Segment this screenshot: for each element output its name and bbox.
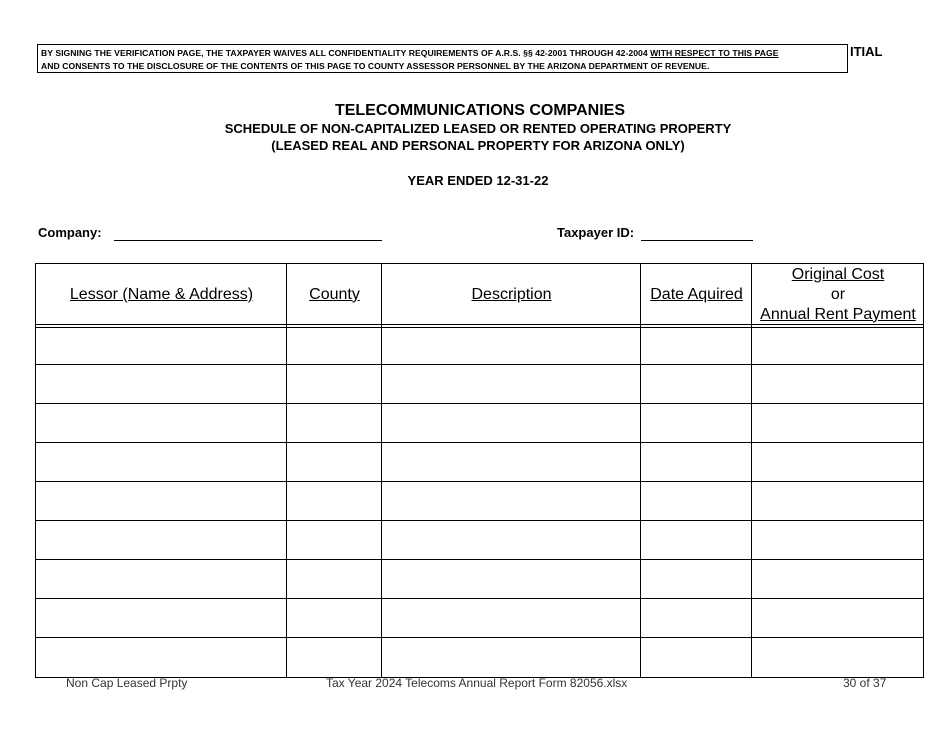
header-county-text: County	[309, 285, 360, 303]
notice-line-2: AND CONSENTS TO THE DISCLOSURE OF THE CONTENTS OF THIS PAGE TO COUNTY ASSESSOR PERSONNEL BY THE ARIZONA DEPARTMENT OF REVENUE.	[41, 60, 710, 71]
header-lessor	[36, 264, 287, 325]
taxpayer-id-field[interactable]	[641, 240, 753, 241]
lease-schedule-table	[35, 263, 924, 678]
header-description	[382, 264, 641, 325]
header-description-text: Description	[471, 285, 552, 303]
header-divider	[36, 324, 923, 325]
column-divider	[640, 264, 641, 677]
row-divider	[36, 637, 923, 638]
confidentiality-notice	[37, 44, 848, 73]
column-divider	[286, 264, 287, 677]
header-date-text: Date Aquired	[650, 285, 743, 303]
schedule-scope: (LEASED REAL AND PERSONAL PROPERTY FOR ARIZONA ONLY)	[271, 138, 685, 153]
schedule-subtitle: SCHEDULE OF NON-CAPITALIZED LEASED OR RENTED OPERATING PROPERTY	[224, 121, 732, 136]
header-lessor-text: Lessor (Name & Address)	[69, 285, 254, 303]
company-label: Company:	[38, 225, 102, 240]
page-title: TELECOMMUNICATIONS COMPANIES	[334, 102, 626, 119]
row-divider	[36, 559, 923, 560]
header-cost-line-3: Annual Rent Payment	[760, 305, 916, 323]
company-field[interactable]	[114, 240, 382, 241]
year-ended: YEAR ENDED 12-31-22	[407, 173, 549, 188]
header-divider	[36, 327, 923, 328]
taxpayer-id-label: Taxpayer ID:	[557, 225, 635, 240]
row-divider	[36, 442, 923, 443]
footer-sheet-name: Non Cap Leased Prpty	[66, 676, 188, 690]
row-divider	[36, 481, 923, 482]
header-county	[287, 264, 382, 325]
header-cost-line-1: Original Cost	[791, 265, 885, 283]
column-divider	[381, 264, 382, 677]
column-divider	[751, 264, 752, 677]
header-date-acquired	[641, 264, 752, 325]
notice-line-1: BY SIGNING THE VERIFICATION PAGE, THE TAXPAYER WAIVES ALL CONFIDENTIALITY REQUIREMENTS OF A.R.S. §§ 42-2001 THROUGH 42-2004	[41, 48, 651, 58]
row-divider	[36, 598, 923, 599]
row-divider	[36, 403, 923, 404]
header-cost-line-2: or	[830, 285, 846, 303]
footer-file-name: Tax Year 2024 Telecoms Annual Report Form 82056.xlsx	[326, 676, 628, 690]
notice-line-1-underlined: WITH RESPECT TO THIS PAGE	[650, 48, 779, 58]
footer-page-number: 30 of 37	[843, 676, 887, 690]
row-divider	[36, 520, 923, 521]
header-original-cost	[752, 264, 924, 325]
row-divider	[36, 364, 923, 365]
confidential-label: ITIAL	[850, 44, 883, 59]
